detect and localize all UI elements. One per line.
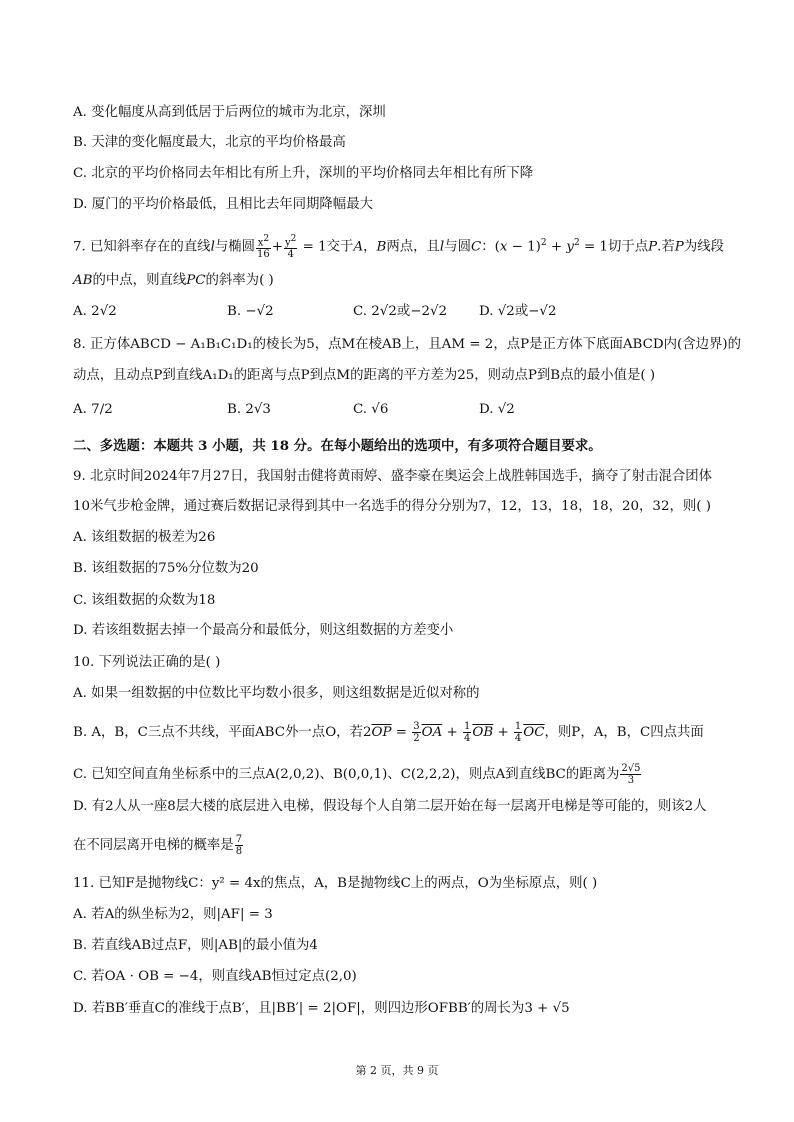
- q9-stem-line2: 10米气步枪金牌，通过赛后数据记录得到其中一名选手的得分分别为7，12，13，18，18，20，32，则( ): [73, 499, 711, 514]
- q11-stem: 11. 已知F是抛物线C：y² = 4x的焦点，A，B是抛物线C上的两点，O为坐标原点，则( ): [73, 876, 598, 891]
- q6-option-d: D. 厦门的平均价格最低，且相比去年同期降幅最大: [73, 197, 373, 212]
- page-footer: 第 2 页，共 9 页: [355, 1064, 439, 1077]
- q7-stem-line1: 7. 已知斜率存在的直线l与椭圆 $\frac{x^2}{16}$ + $\frac{y^2}{4}$ = 1交于A，B两点，且l与圆C：$(x - 1)^2 + y^2 = 1$切于点P.若P为线段: [73, 234, 724, 261]
- q6-option-b: B. 天津的变化幅度最大，北京的平均价格最高: [73, 135, 346, 150]
- q10-option-b: B. A，B，C三点不共线，平面ABC外一点O，若$2\overline{OP}$ = $\frac{3}{2}$ $\overline{OA}$ + $\frac{1}{4}$ $\overline{OB}$ + $\frac{1}{4}$ $\overline{OC}$，则P，A，B，C四点共面: [73, 721, 704, 744]
- q11-option-c: C. 若OA · OB = −4，则直线AB恒过定点(2,0): [73, 969, 357, 984]
- q10-option-d-line2: 在不同层离开电梯的概率是 $\frac{7}{8}$: [73, 834, 243, 857]
- q7-option-d: D. √2或−√2: [479, 304, 557, 319]
- q11-option-a: A. 若A的纵坐标为2，则|AF| = 3: [73, 907, 273, 922]
- q8-option-c: C. √6: [353, 402, 389, 417]
- q7-stem-line2: AB的中点，则直线PC的斜率为( ): [73, 273, 274, 288]
- q9-option-c: C. 该组数据的众数为18: [73, 593, 216, 608]
- q10-stem: 10. 下列说法正确的是( ): [73, 655, 221, 670]
- q8-stem-line1: 8. 正方体ABCD − A₁B₁C₁D₁的棱长为5，点M在棱AB上，且AM = 2，点P是正方体下底面ABCD内(含边界)的: [73, 337, 741, 352]
- q9-option-b: B. 该组数据的75%分位数为20: [73, 561, 259, 576]
- q8-stem-line2: 动点，且动点P到直线A₁D₁的距离与点P到点M的距离的平方差为25，则动点P到B点的最小值是( ): [73, 368, 656, 383]
- q9-stem-line1: 9. 北京时间2024年7月27日，我国射击健将黄雨婷、盛李豪在奥运会上战胜韩国选手，摘夺了射击混合团体: [73, 469, 713, 484]
- q6-option-c: C. 北京的平均价格同去年相比有所上升，深圳的平均价格同去年相比有所下降: [73, 166, 534, 181]
- q7-option-c: C. 2√2或−2√2: [353, 304, 448, 319]
- q10-option-a: A. 如果一组数据的中位数比平均数小很多，则这组数据是近似对称的: [73, 686, 480, 701]
- q8-option-b: B. 2√3: [227, 402, 271, 417]
- q8-option-a: A. 7/2: [73, 402, 113, 417]
- q7-option-a: A. 2√2: [73, 304, 117, 319]
- q8-option-d: D. √2: [479, 402, 515, 417]
- q10-option-c: C. 已知空间直角坐标系中的三点A(2,0,2)、B(0,0,1)、C(2,2,2)，则点A到直线BC的距离为 $\frac{2√5}{3}$: [73, 763, 641, 786]
- q7-option-b: B. −√2: [227, 304, 274, 319]
- section-heading-multi-choice: 二、多选题：本题共 3 小题，共 18 分。在每小题给出的选项中，有多项符合题目要求。: [73, 438, 602, 454]
- q9-option-d: D. 若该组数据去掉一个最高分和最低分，则这组数据的方差变小: [73, 623, 454, 638]
- q9-option-a: A. 该组数据的极差为26: [73, 530, 216, 545]
- q6-option-a: A. 变化幅度从高到低居于后两位的城市为北京，深圳: [73, 105, 386, 120]
- q11-option-d: D. 若BB′垂直C的准线于点B′，且|BB′| = 2|OF|，则四边形OFBB′的周长为3 + √5: [73, 1001, 570, 1016]
- q10-option-d-line1: D. 有2人从一座8层大楼的底层进入电梯，假设每个人自第二层开始在每一层离开电梯是等可能的，则该2人: [73, 799, 707, 814]
- q11-option-b: B. 若直线AB过点F，则|AB|的最小值为4: [73, 938, 318, 953]
